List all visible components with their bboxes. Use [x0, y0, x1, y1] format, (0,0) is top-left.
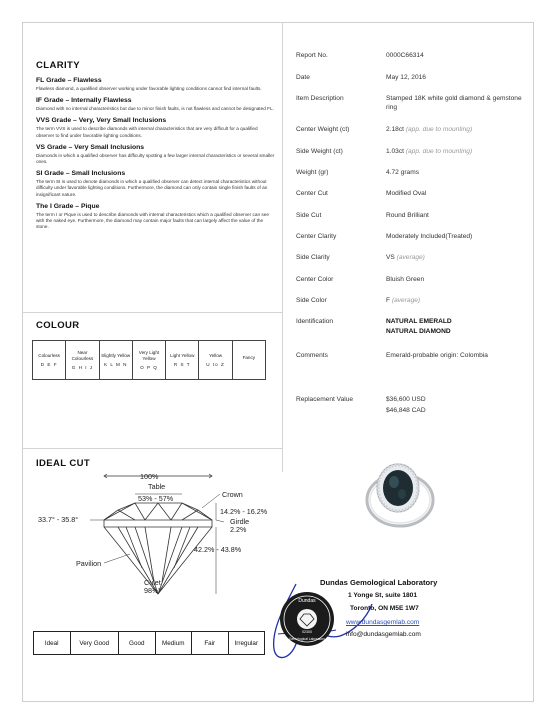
section-divider-cut — [22, 448, 282, 449]
row-label: Identification — [296, 318, 334, 325]
row-value: $36,600 USD — [386, 396, 426, 403]
colour-name: Colourless — [38, 352, 60, 358]
grade-description: The term VVS is used to describe diamonds with internal characteristics that are very difficult for a qualified observer to find under favorable lighting conditions. — [36, 126, 258, 138]
colour-cell — [166, 341, 199, 379]
ring-photo — [362, 456, 438, 530]
cut-grade-table — [33, 631, 265, 655]
row-value: Round Brilliant — [386, 212, 429, 219]
value-note: (app. due to mounting) — [405, 126, 473, 133]
row-value — [386, 297, 526, 306]
clarity-grade-fl — [36, 76, 276, 92]
row-value: 0000C66314 — [386, 52, 424, 59]
seal-top-text: Dundas — [298, 598, 316, 604]
row-value — [386, 254, 526, 263]
lab-seal — [278, 590, 336, 648]
crown-angle-label: 33.7° - 35.8° — [38, 515, 79, 524]
colour-name: Fancy — [242, 355, 256, 361]
lab-address-line1: 1 Yonge St, suite 1801 — [348, 592, 418, 599]
row-value: NATURAL EMERALD — [386, 318, 452, 325]
ideal-cut-title: IDEAL CUT — [36, 458, 91, 469]
cut-grade-cell: Medium — [156, 632, 193, 654]
cut-grade-cell: Irregular — [234, 639, 258, 647]
value-text: VS — [386, 254, 395, 261]
row-value: Emerald-probable origin: Colombia — [386, 352, 488, 359]
row-value: Modified Oval — [386, 190, 427, 197]
row-value: May 12, 2016 — [386, 74, 426, 81]
grade-title: SI Grade – Small Inclusions — [36, 170, 126, 178]
clarity-grade-i — [36, 202, 276, 231]
culet-value: 98½° — [144, 586, 161, 595]
grade-description: Flawless diamond, a qualified observer working under favorable lighting conditions cannot find internal faults. — [36, 86, 262, 91]
colour-scale-table — [32, 340, 266, 380]
row-label: Item Description — [296, 95, 344, 102]
value-text: F — [386, 297, 391, 304]
table-label: Table — [148, 482, 166, 491]
colour-name: Near Colourless — [71, 349, 94, 361]
diamond-cut-diagram — [34, 470, 284, 600]
clarity-grade-vs — [36, 143, 276, 165]
row-label: Replacement Value — [296, 396, 354, 403]
column-divider — [282, 22, 283, 472]
row-label: Date — [296, 74, 310, 81]
value-text: 2.18ct — [386, 126, 404, 133]
website-text[interactable]: www.dundasgemlab.com — [346, 619, 420, 626]
row-value: $46,848 CAD — [386, 407, 426, 414]
grade-title: The I Grade – Pique — [36, 202, 100, 210]
row-label: Report No. — [296, 52, 328, 59]
colour-name: Light Yellow — [170, 352, 195, 358]
colour-cell — [33, 341, 66, 379]
value-text: 1.03ct — [386, 148, 404, 155]
row-label: Center Clarity — [296, 233, 337, 240]
pavilion-label: Pavilion — [76, 559, 102, 568]
clarity-grade-if — [36, 96, 276, 112]
colour-cell — [133, 341, 166, 379]
clarity-section — [36, 60, 276, 230]
row-value: 4.72 grams — [386, 169, 419, 176]
colour-grades: O P Q — [140, 365, 158, 371]
section-divider-colour — [22, 312, 282, 313]
row-label: Center Weight (ct) — [296, 126, 350, 133]
cut-grade-cell: Fair — [192, 632, 229, 654]
value-note: (average) — [396, 254, 425, 261]
colour-cell — [199, 341, 232, 379]
row-value: Moderately Included(Treated) — [386, 233, 473, 240]
colour-cell — [66, 341, 99, 379]
grade-description: The term SI is used to denote diamonds in which a qualified observer can detect internal characteristics without difficulty under favorable lighting conditions. Furthermore, the diamond can only contain single finish faults of an insignificant nature. — [36, 179, 268, 197]
row-label: Center Color — [296, 276, 334, 283]
girdle-pct-label: 2.2% — [230, 525, 247, 534]
row-value: Stamped 18K white gold diamond & gemstone ring — [386, 95, 522, 111]
colour-name: Very Light Yellow — [138, 349, 160, 361]
row-label: Side Color — [296, 297, 327, 304]
colour-grades: G H I J — [71, 365, 94, 371]
culet-label: Culet — [144, 578, 161, 587]
lab-address-line2: Toronto, ON M5E 1W7 — [350, 605, 419, 612]
cut-grade-cell: Ideal — [34, 632, 71, 654]
grade-description: Diamond with no internal characteristics but due to minor finish faults, is not flawless and cannot be designated FL. — [36, 106, 274, 112]
colour-name: Yellow — [208, 352, 223, 358]
row-label: Side Clarity — [296, 254, 330, 261]
lab-name: Dundas Gemological Laboratory — [320, 578, 438, 587]
row-label: Comments — [296, 352, 328, 359]
clarity-grade-si — [36, 169, 276, 198]
seal-number: 02300 — [302, 630, 312, 634]
value-note: (average) — [391, 297, 421, 304]
cut-grade-cell: Good — [119, 632, 156, 654]
colour-grades: U to Z — [206, 362, 225, 368]
width-label: 100% — [140, 472, 159, 481]
row-value: NATURAL DIAMOND — [386, 328, 451, 335]
row-label: Weight (gr) — [296, 169, 329, 176]
row-value — [386, 126, 526, 135]
clarity-title: CLARITY — [36, 60, 80, 71]
row-label: Side Weight (ct) — [296, 148, 343, 155]
colour-grades: D E F — [40, 362, 58, 368]
lab-email: info@dundasgemlab.com — [346, 631, 421, 638]
table-range-label: 53% - 57% — [138, 494, 174, 503]
crown-label: Crown — [222, 490, 243, 499]
lab-website-link[interactable] — [346, 619, 419, 626]
grade-description: Diamonds in which a qualified observer has difficulty spotting a few larger internal characteristics or several smaller ones. — [36, 152, 275, 165]
seal-bottom-text: Gemological Laboratory — [289, 637, 325, 641]
colour-grades: R S T — [173, 362, 191, 368]
pavilion-depth-label: 42.2% - 43.8% — [194, 545, 242, 554]
colour-cell — [233, 341, 265, 379]
colour-cell — [100, 341, 133, 379]
girdle-label: Girdle — [230, 517, 250, 526]
grade-description: The term I or Pique is used to describe diamonds with internal characteristics which a qualified observer can see with the naked eye. Furthermore, the diamond may contain major faults that can largely affect the value of the stone. — [36, 211, 269, 230]
colour-name: Slightly Yellow — [101, 352, 131, 358]
row-value: Bluish Green — [386, 276, 425, 283]
grade-title: IF Grade – Internally Flawless — [36, 97, 132, 105]
clarity-grade-vvs — [36, 116, 276, 138]
colour-grades: K L M N — [103, 362, 128, 368]
colour-title: COLOUR — [36, 320, 80, 331]
row-label: Side Cut — [296, 212, 322, 219]
value-note: (app. due to mounting) — [405, 148, 473, 155]
crown-height-label: 14.2% - 16.2% — [220, 507, 268, 516]
row-value — [386, 148, 526, 157]
grade-title: FL Grade – Flawless — [36, 77, 102, 84]
grade-title: VS Grade – Very Small Inclusions — [36, 143, 145, 151]
grade-title: VVS Grade – Very, Very Small Inclusions — [36, 117, 167, 125]
row-label: Center Cut — [296, 190, 328, 197]
cut-grade-cell: Very Good — [71, 632, 120, 654]
